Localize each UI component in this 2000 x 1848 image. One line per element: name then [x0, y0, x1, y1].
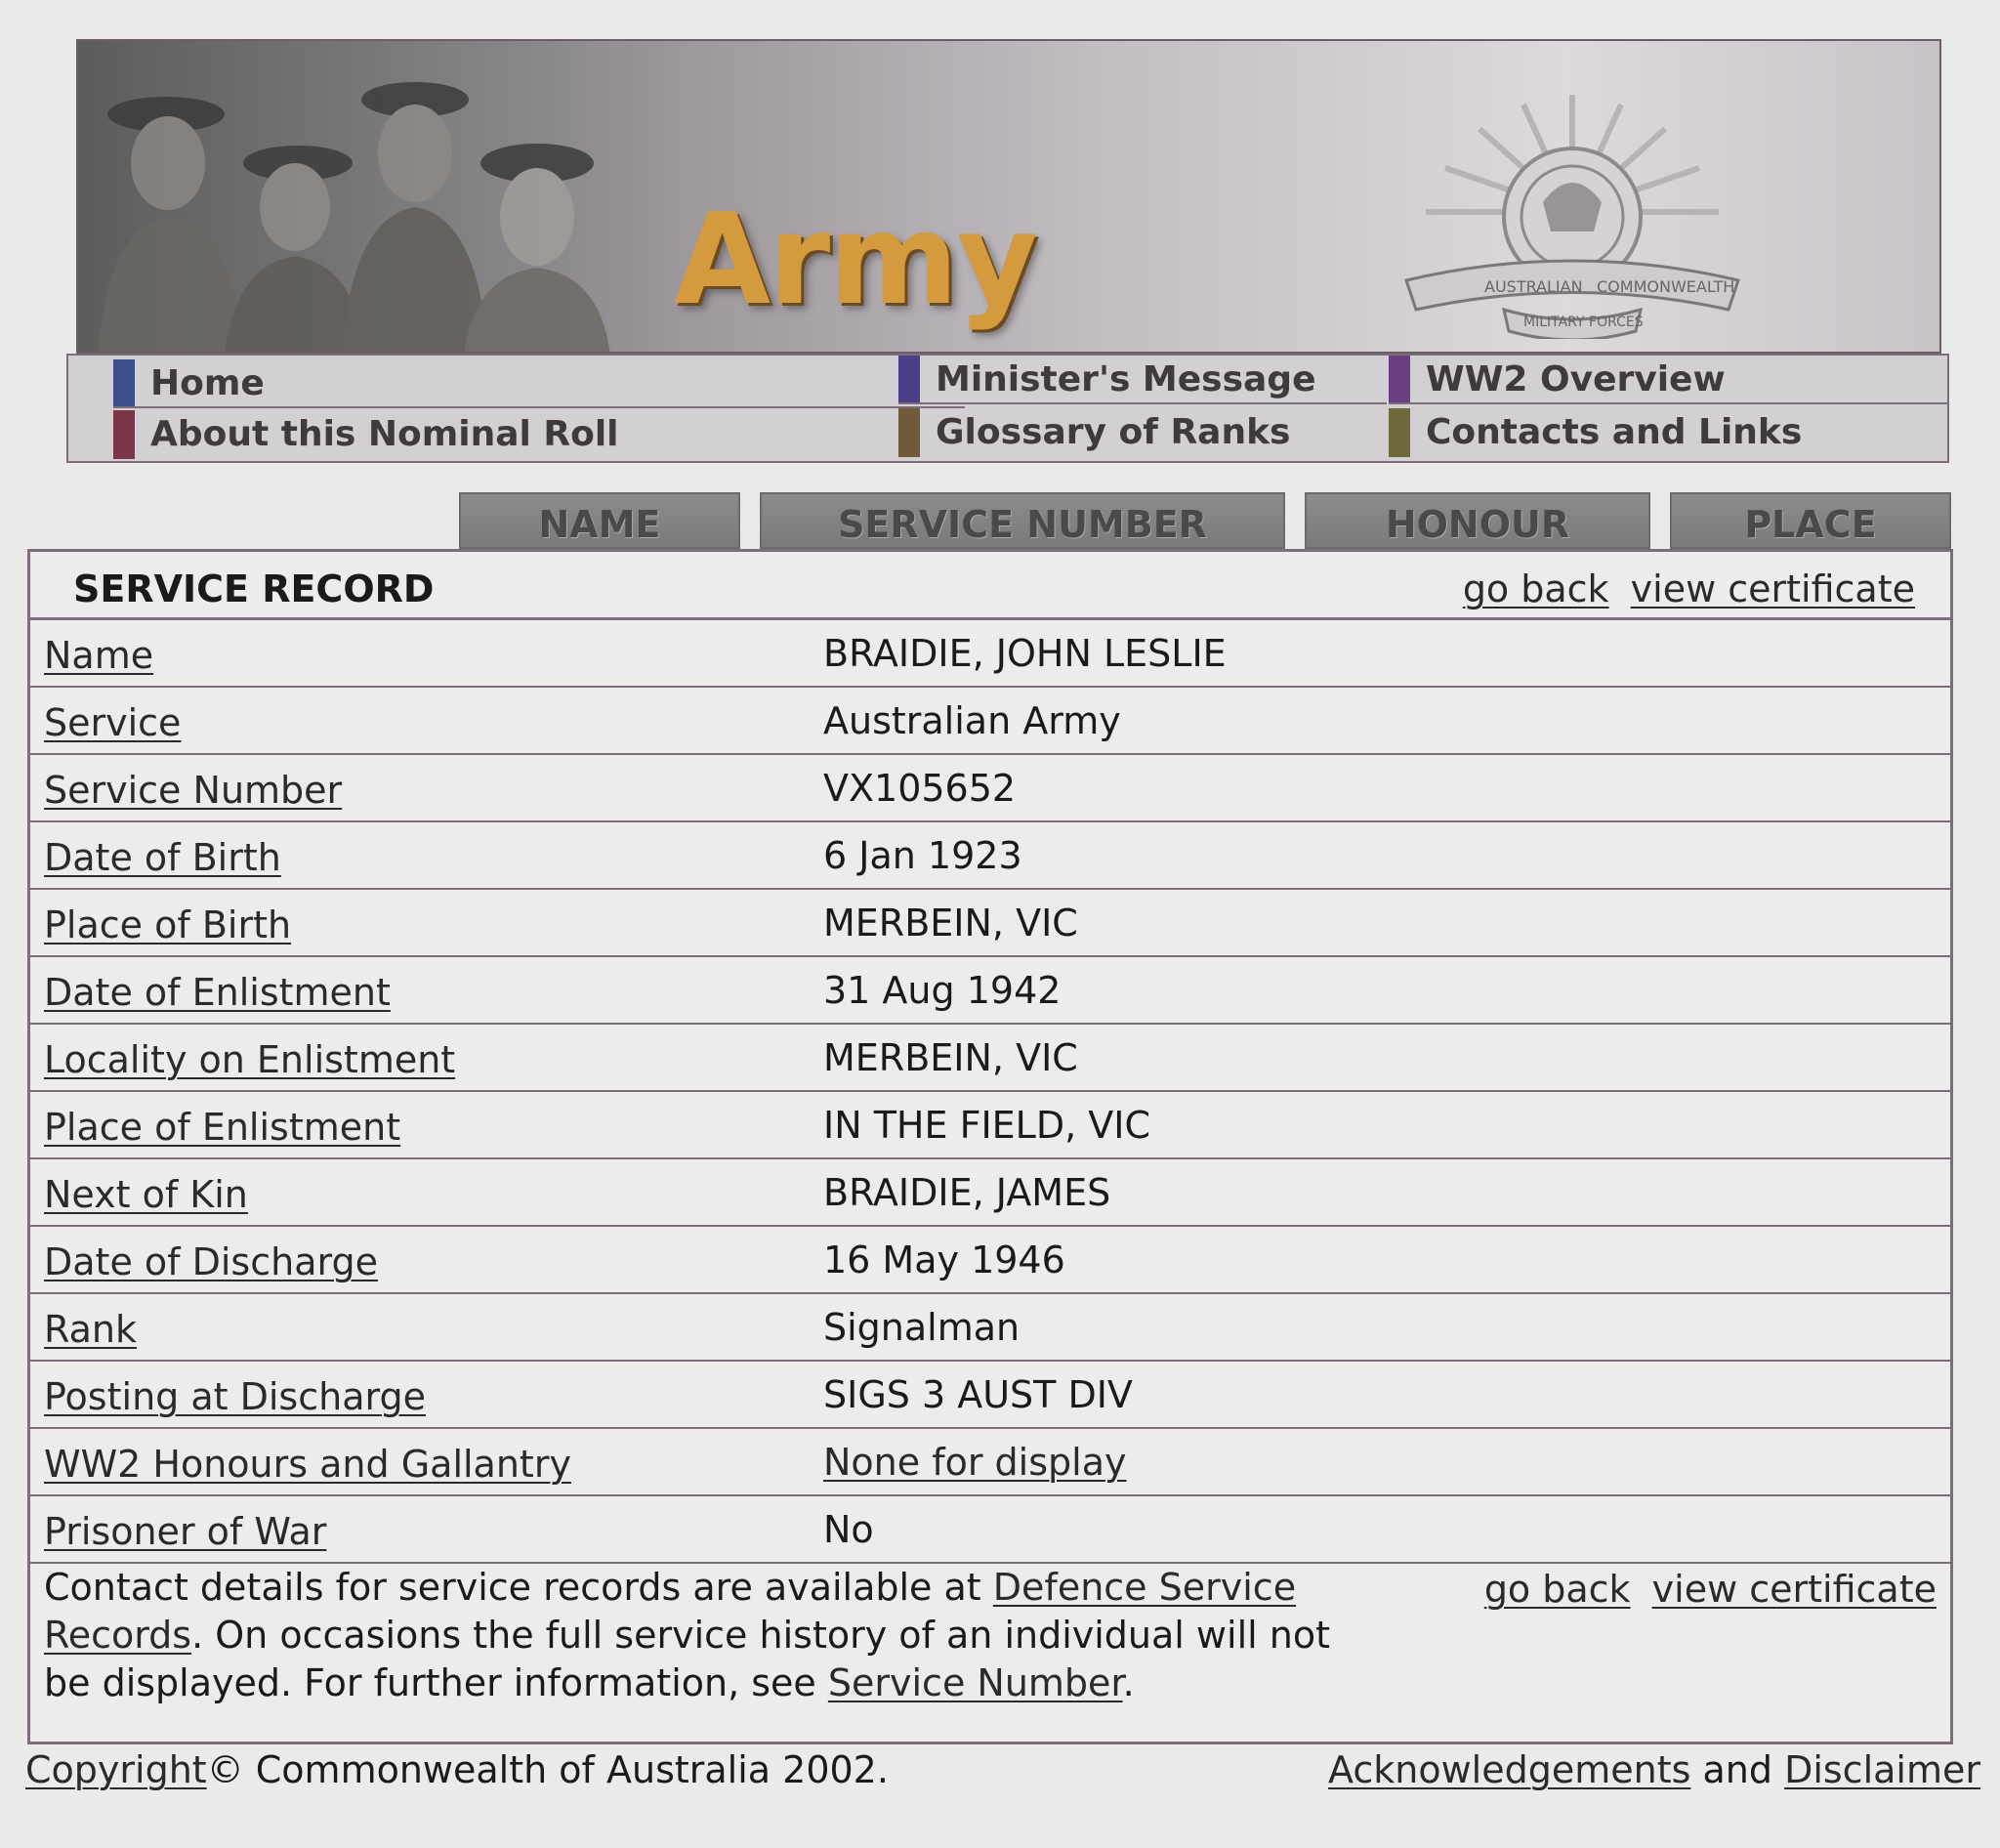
row-value: 16 May 1946 — [823, 1239, 1065, 1281]
nav-about-nominal-roll[interactable]: About this Nominal Roll — [113, 410, 965, 459]
row-value: BRAIDIE, JAMES — [823, 1171, 1111, 1214]
army-title: Army — [674, 188, 1036, 333]
tab-honour[interactable]: HONOUR — [1305, 492, 1650, 549]
copyright-link[interactable]: Copyright — [25, 1748, 207, 1791]
row-value: No — [823, 1508, 874, 1551]
tab-name[interactable]: NAME — [459, 492, 740, 549]
row-value: Australian Army — [823, 699, 1121, 742]
record-header — [30, 552, 1950, 620]
nav-ww2-overview[interactable]: WW2 Overview — [1389, 356, 1947, 404]
row-value-link[interactable]: None for display — [823, 1441, 1127, 1484]
badge-text-bottom: MILITARY FORCES — [1523, 315, 1644, 330]
table-row — [30, 1092, 1950, 1159]
table-row — [30, 1227, 1950, 1294]
soldiers-photo — [78, 41, 684, 354]
service-record-table — [27, 549, 1953, 1744]
table-row — [30, 1429, 1950, 1496]
row-label-link[interactable]: Posting at Discharge — [44, 1375, 426, 1418]
row-value: VX105652 — [823, 767, 1017, 810]
footer-links — [1475, 1568, 1937, 1611]
table-row — [30, 620, 1950, 688]
row-label-link[interactable]: Date of Discharge — [44, 1240, 378, 1283]
contact-note — [44, 1564, 1382, 1707]
tab-service-number[interactable]: SERVICE NUMBER — [760, 492, 1285, 549]
nav-ministers-message[interactable]: Minister's Message — [898, 356, 1387, 404]
record-header-links — [1453, 567, 1915, 610]
row-value: MERBEIN, VIC — [823, 902, 1078, 945]
row-value: SIGS 3 AUST DIV — [823, 1373, 1133, 1416]
note-text-2: . On occasions the full service history of an individual will not be displayed. For further information, see — [44, 1614, 1330, 1704]
row-value: 6 Jan 1923 — [823, 834, 1022, 877]
table-row — [30, 957, 1950, 1025]
table-row — [30, 1294, 1950, 1362]
badge-text-right: COMMONWEALTH — [1597, 277, 1735, 296]
row-label-link[interactable]: Place of Enlistment — [44, 1106, 401, 1149]
table-row — [30, 755, 1950, 822]
row-value: MERBEIN, VIC — [823, 1036, 1078, 1079]
disclaimer-link[interactable]: Disclaimer — [1784, 1748, 1980, 1791]
row-label-link[interactable]: Service — [44, 701, 182, 744]
footer-view-certificate-link[interactable]: view certificate — [1651, 1568, 1937, 1611]
row-label-link[interactable]: Date of Enlistment — [44, 971, 391, 1014]
badge-text-left: AUSTRALIAN — [1484, 277, 1583, 296]
row-label-link[interactable]: Place of Birth — [44, 903, 292, 946]
row-label-link[interactable]: Locality on Enlistment — [44, 1038, 456, 1081]
row-label-link[interactable]: Prisoner of War — [44, 1510, 327, 1553]
copyright-text: © Commonwealth of Australia 2002. — [206, 1748, 889, 1791]
acknowledgements-link[interactable]: Acknowledgements — [1328, 1748, 1691, 1791]
view-certificate-link[interactable]: view certificate — [1630, 567, 1915, 610]
row-value: BRAIDIE, JOHN LESLIE — [823, 632, 1227, 675]
row-label-link[interactable]: Rank — [44, 1308, 137, 1351]
rising-sun-badge-icon — [1387, 85, 1758, 339]
table-row — [30, 1362, 1950, 1429]
table-row — [30, 1159, 1950, 1227]
nav-contacts-and-links[interactable]: Contacts and Links — [1389, 408, 1947, 457]
row-label-link[interactable]: Name — [44, 634, 154, 677]
table-row — [30, 688, 1950, 755]
header-banner — [76, 39, 1941, 354]
and-text: and — [1690, 1748, 1785, 1791]
row-value: Signalman — [823, 1306, 1021, 1349]
table-row — [30, 822, 1950, 890]
nav-glossary-of-ranks[interactable]: Glossary of Ranks — [898, 408, 1387, 457]
record-title: SERVICE RECORD — [73, 567, 435, 610]
defence-service-records-link[interactable]: Defence Service Records — [44, 1566, 1297, 1657]
table-row — [30, 1496, 1950, 1564]
acknowledgements — [1328, 1748, 1980, 1791]
copyright — [25, 1748, 889, 1791]
row-label-link[interactable]: Date of Birth — [44, 836, 281, 879]
note-text: Contact details for service records are available at — [44, 1566, 993, 1609]
go-back-link[interactable]: go back — [1462, 567, 1609, 610]
nav-home[interactable]: Home — [113, 359, 965, 408]
row-value: IN THE FIELD, VIC — [823, 1104, 1150, 1147]
main-nav — [66, 354, 1949, 463]
row-label-link[interactable]: Service Number — [44, 769, 343, 812]
footer-go-back-link[interactable]: go back — [1483, 1568, 1631, 1611]
row-label-link[interactable]: Next of Kin — [44, 1173, 248, 1216]
service-number-link[interactable]: Service Number — [827, 1661, 1123, 1704]
note-text-3: . — [1122, 1661, 1135, 1704]
tab-place[interactable]: PLACE — [1670, 492, 1951, 549]
row-label-link[interactable]: WW2 Honours and Gallantry — [44, 1443, 571, 1486]
row-value: 31 Aug 1942 — [823, 969, 1062, 1012]
table-row — [30, 1025, 1950, 1092]
table-row — [30, 890, 1950, 957]
